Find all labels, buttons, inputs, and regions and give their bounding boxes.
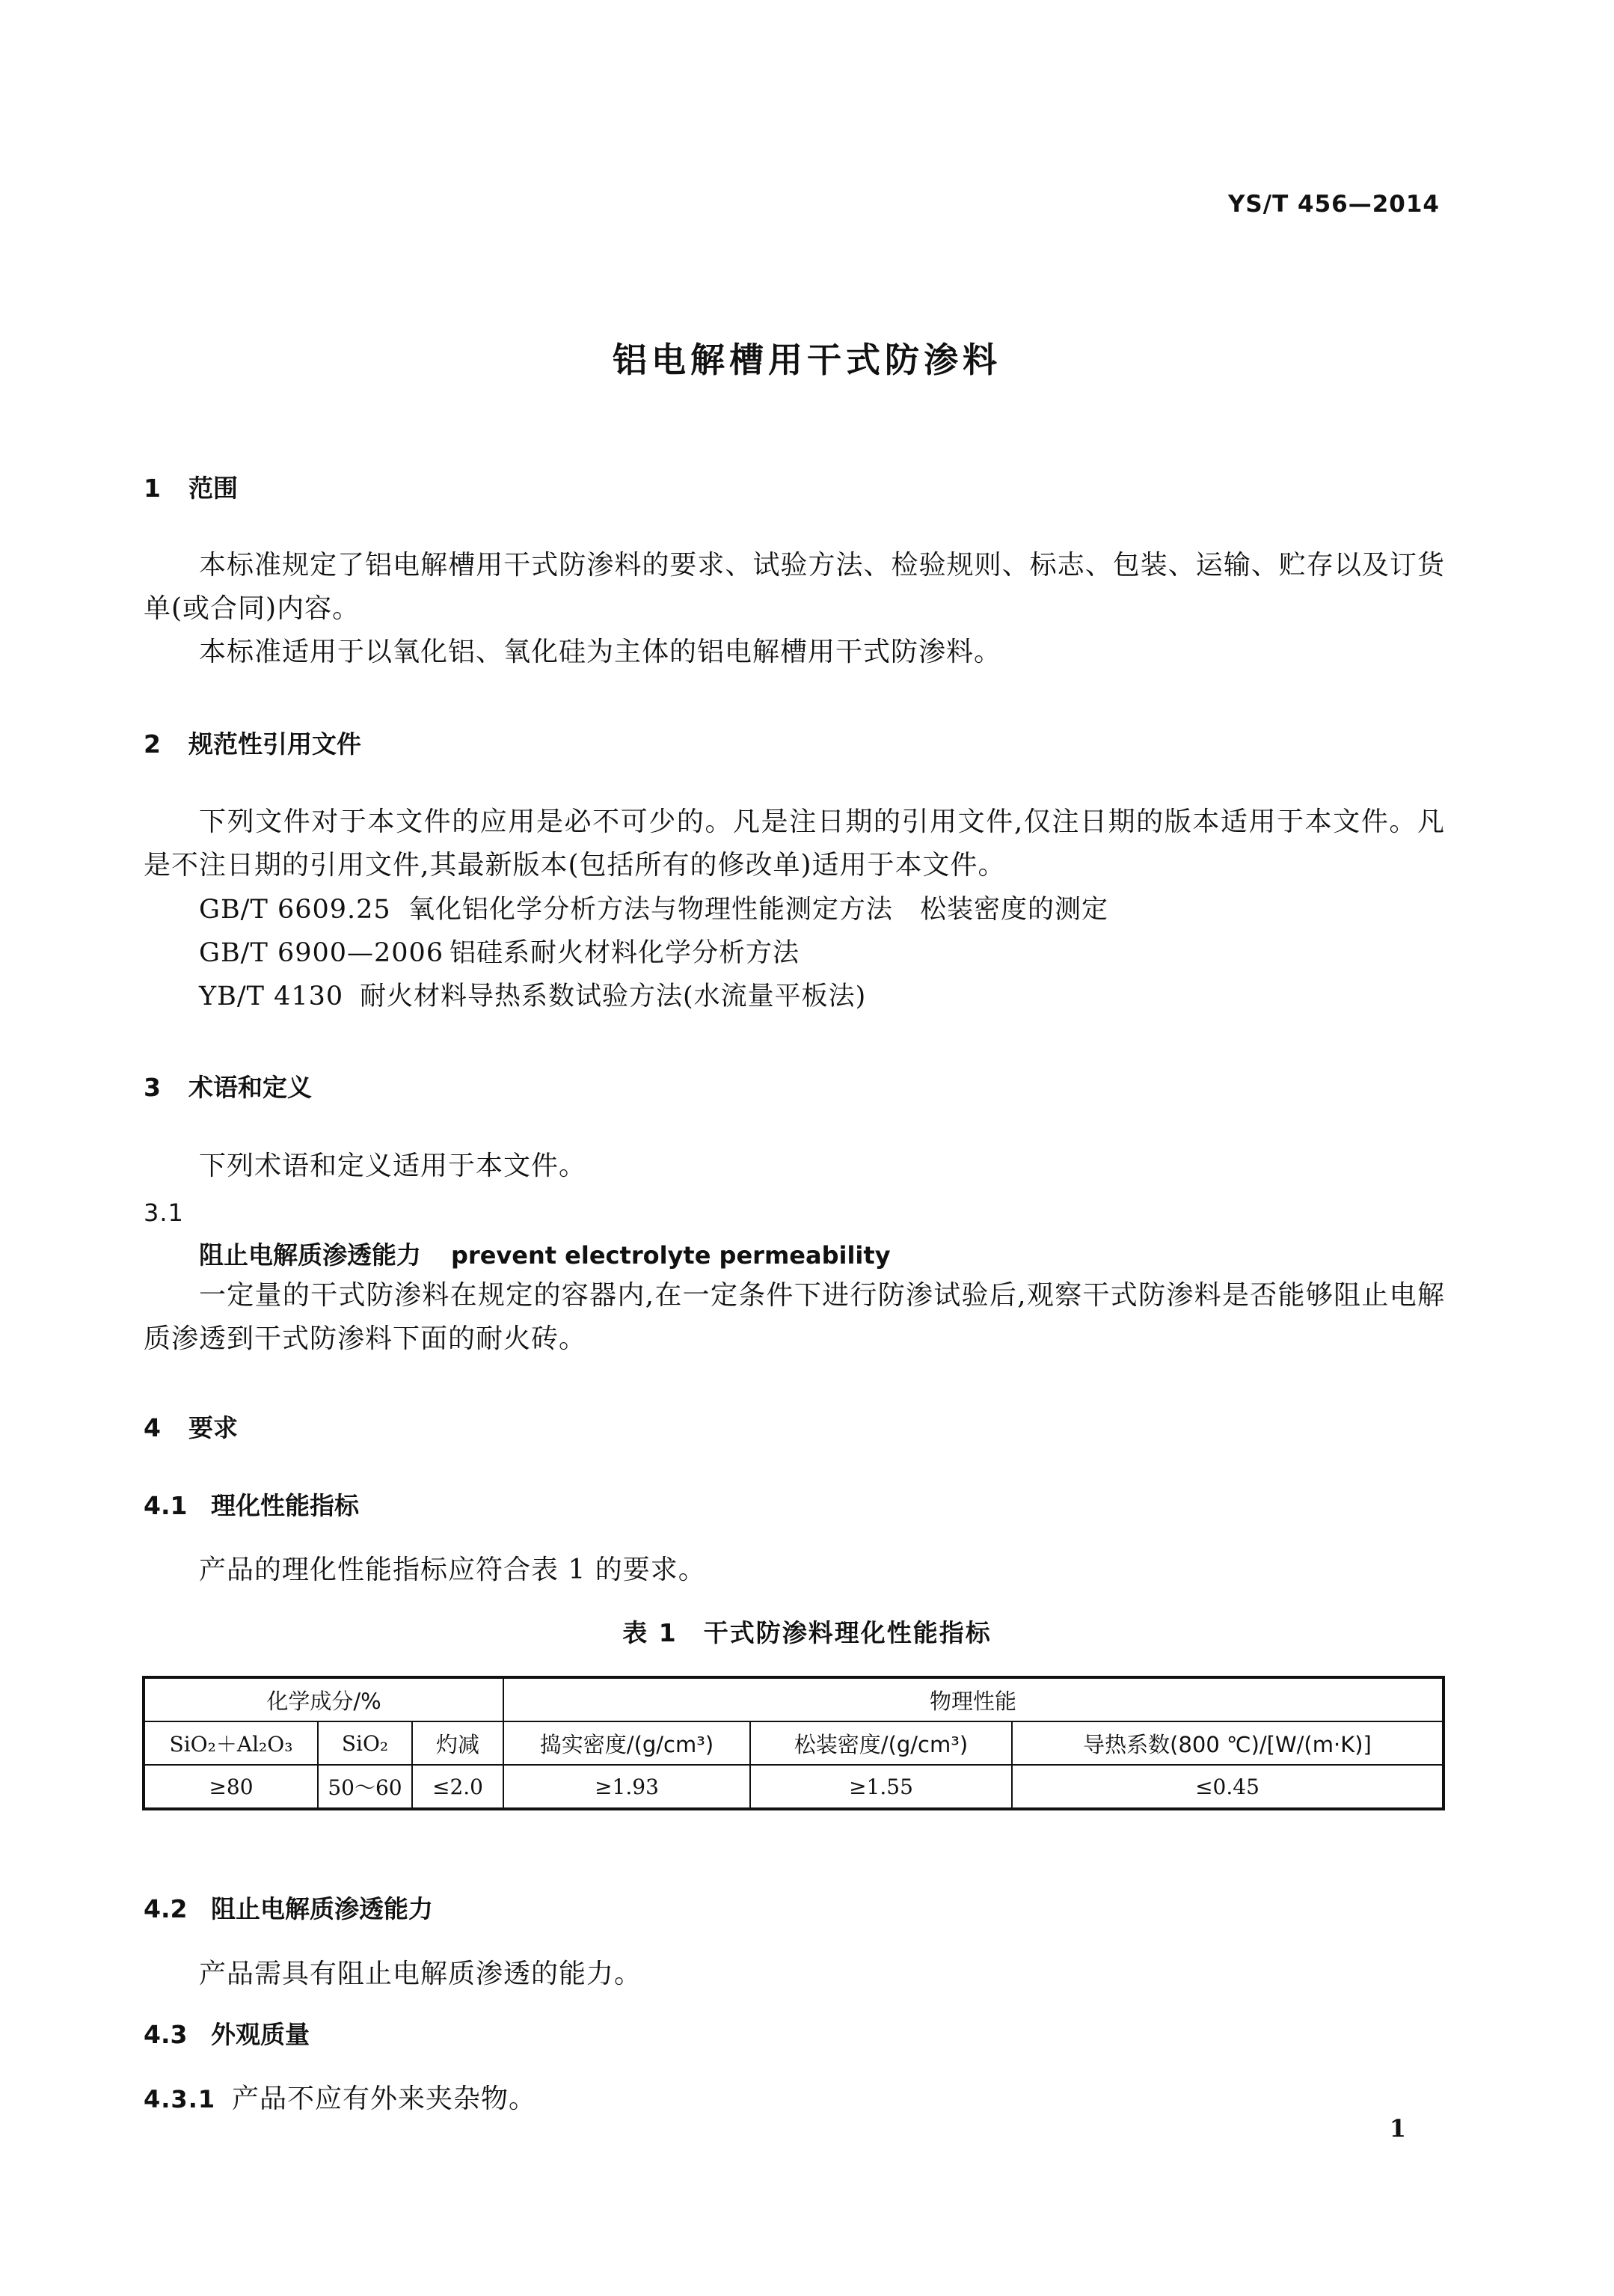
table-group-physical: 物理性能 <box>503 1677 1443 1721</box>
subsection-4-1-heading <box>144 1487 359 1522</box>
section-number: 4 <box>144 1413 161 1442</box>
table-cell: ≤0.45 <box>1012 1765 1443 1809</box>
table-header-cell: 捣实密度/(g/cm³) <box>503 1721 750 1765</box>
table-1 <box>142 1676 1445 1810</box>
table-header-cell: SiO₂＋Al₂O₃ <box>144 1721 318 1765</box>
section-4-heading <box>144 1409 238 1444</box>
reference-code: YB/T 4130 <box>199 982 344 1011</box>
standard-code: YS/T 456—2014 <box>1227 191 1440 218</box>
table-header-cell: 松装密度/(g/cm³) <box>750 1721 1012 1765</box>
table-group-chemical: 化学成分/% <box>144 1677 503 1721</box>
section-3-heading <box>144 1068 312 1103</box>
scope-paragraph-1: 本标准规定了铝电解槽用干式防渗料的要求、试验方法、检验规则、标志、包装、运输、贮存以及订货单(或合同)内容。 <box>144 550 1445 624</box>
reference-item <box>199 931 800 975</box>
document-title: 铝电解槽用干式防渗料 <box>613 340 1001 380</box>
section-number: 4.1 <box>144 1491 188 1520</box>
table-cell: ≥80 <box>144 1765 318 1809</box>
table-header-cell: 灼减 <box>412 1721 503 1765</box>
section-2-heading <box>144 725 361 760</box>
table-header-row <box>144 1677 1443 1721</box>
table-cell: ≥1.93 <box>503 1765 750 1809</box>
subsection-4-2-heading <box>144 1890 433 1925</box>
terms-intro: 下列术语和定义适用于本文件。 <box>199 1151 587 1181</box>
section-number: 4.3 <box>144 2020 188 2049</box>
reference-code: GB/T 6609.25 <box>199 895 391 925</box>
page-number: 1 <box>1389 2114 1406 2143</box>
section-title: 外观质量 <box>211 2020 310 2049</box>
section-title: 范围 <box>188 474 238 503</box>
section-title: 理化性能指标 <box>211 1491 359 1520</box>
section-number: 4.2 <box>144 1894 188 1923</box>
section-number: 1 <box>144 474 161 503</box>
term-number: 3.1 <box>144 1198 184 1227</box>
subsection-4-2-text: 产品需具有阻止电解质渗透的能力。 <box>199 1959 642 1989</box>
subsection-text: 产品不应有外来夹杂物。 <box>232 2084 537 2114</box>
table-cell: 50～60 <box>318 1765 412 1809</box>
table-row <box>144 1765 1443 1809</box>
reference-item <box>199 888 1108 931</box>
subsection-4-3-heading <box>144 2015 310 2051</box>
section-number: 4.3.1 <box>144 2085 216 2113</box>
reference-item <box>199 975 866 1018</box>
reference-title: 氧化铝化学分析方法与物理性能测定方法 松装密度的测定 <box>408 895 1109 925</box>
term-chinese: 阻止电解质渗透能力 <box>199 1240 421 1270</box>
section-title: 要求 <box>188 1413 238 1442</box>
table-header-cell: SiO₂ <box>318 1721 412 1765</box>
table-cell: ≥1.55 <box>750 1765 1012 1809</box>
section-title: 阻止电解质渗透能力 <box>211 1894 433 1923</box>
term-heading <box>199 1236 891 1271</box>
section-number: 3 <box>144 1073 161 1102</box>
section-title: 术语和定义 <box>188 1073 312 1102</box>
section-title: 规范性引用文件 <box>188 729 361 759</box>
term-definition: 一定量的干式防渗料在规定的容器内,在一定条件下进行防渗试验后,观察干式防渗料是否能够阻止电解质渗透到干式防渗料下面的耐火砖。 <box>144 1280 1445 1354</box>
section-number: 2 <box>144 729 161 759</box>
reference-title: 铝硅系耐火材料化学分析方法 <box>449 938 800 968</box>
table-caption: 表 1 干式防渗料理化性能指标 <box>622 1618 992 1647</box>
reference-title: 耐火材料导热系数试验方法(水流量平板法) <box>360 982 867 1011</box>
section-1-heading <box>144 469 238 504</box>
reference-code: GB/T 6900—2006 <box>199 938 444 968</box>
table-header-row <box>144 1721 1443 1765</box>
table-cell: ≤2.0 <box>412 1765 503 1809</box>
term-english: prevent electrolyte permeability <box>451 1241 891 1270</box>
subsection-4-3-1 <box>144 2078 536 2121</box>
table-header-cell: 导热系数(800 ℃)/[W/(m·K)] <box>1012 1721 1443 1765</box>
scope-paragraph-2: 本标准适用于以氧化铝、氧化硅为主体的铝电解槽用干式防渗料。 <box>199 637 1002 667</box>
references-intro: 下列文件对于本文件的应用是必不可少的。凡是注日期的引用文件,仅注日期的版本适用于本文件。凡是不注日期的引用文件,其最新版本(包括所有的修改单)适用于本文件。 <box>144 806 1445 881</box>
subsection-4-1-text: 产品的理化性能指标应符合表 1 的要求。 <box>199 1555 706 1585</box>
